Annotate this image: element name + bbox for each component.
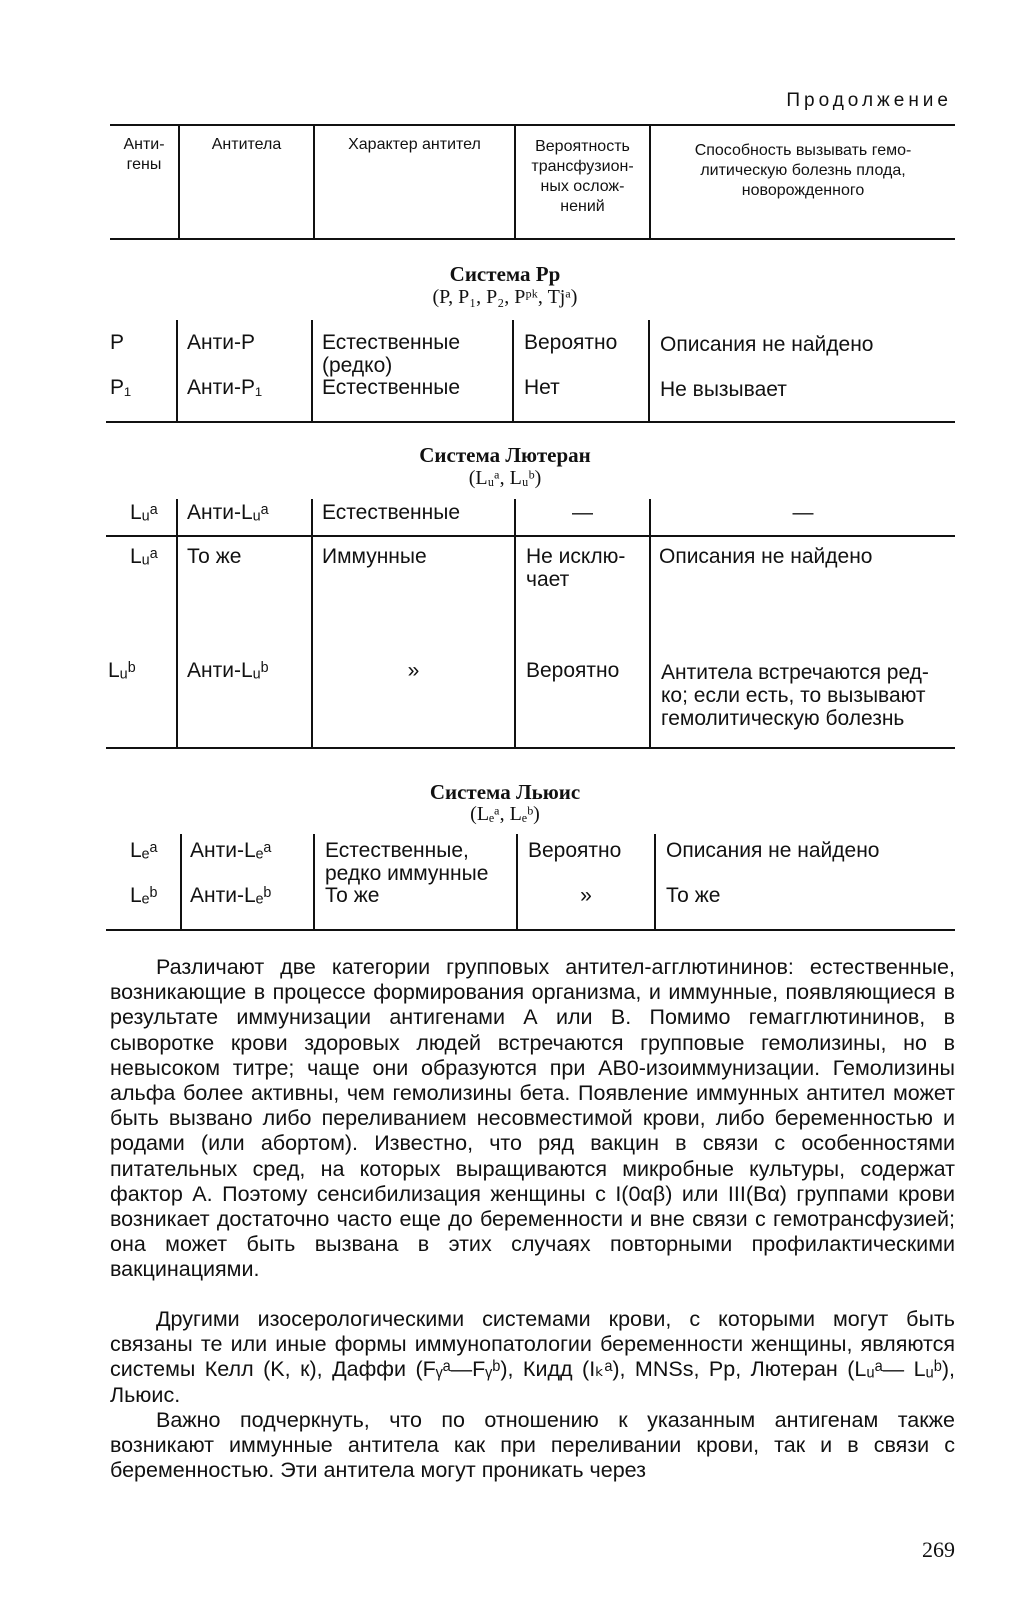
body-paragraph: Различают две категории групповых антител-агглютининов: естественные, возникающие в процессе формирования организма, и иммунные, появляющиеся в результате иммунизации антигенами А или В. Помимо гемагглютининов, в сыворотке крови здоровых людей встречаются групповые гемолизины, но в невысоком титре; чаще они образуются при АВ0-изоиммунизации. Гемолизины альфа более активны, чем гемолизины бета. Появление иммунных антител может быть вызвано либо переливанием несовместимой крови, либо беременностью и родами (или абортом). Известно, что ряд вакцин в связи с особенностями питательных сред, на которых выращиваются микробные культуры, содержат фактор А. Поэтому сенсибилизация женщины с I(0αβ) или III(Bα) группами крови возникает достаточно часто еще до беременности и вне связи с гемотрансфузией; она может быть вызвана в этих случаях повторными профилактическими вакцинациями. (110, 955, 955, 1282)
system-title: Система Льюис (429, 780, 581, 804)
table-cell-nature: Естественные, редко иммунные (325, 839, 489, 885)
table-cell-hdn: Описания не найдено (659, 545, 873, 568)
table-cell-antibody: Анти-P₁ (187, 376, 263, 399)
body-paragraph: Важно подчеркнуть, что по отношению к указанным антигенам также возникают иммунные антитела как при переливании крови, так и в связи с беременностью. Эти антитела могут проникать через (110, 1408, 955, 1483)
column-divider (654, 834, 656, 930)
header-antigens: Анти- гены (123, 136, 165, 173)
table-cell-risk: — (572, 501, 593, 524)
table-cell-nature: То же (325, 884, 380, 907)
table-cell-antigen: P₁ (110, 376, 132, 399)
table-cell-hdn: То же (666, 884, 721, 907)
column-divider (311, 320, 313, 422)
table-cell-antigen: Lₑᵇ (130, 884, 158, 907)
column-divider (648, 320, 650, 422)
section-rule (106, 747, 955, 749)
header-hdn: Способность вызывать гемо- литическую болезнь плода, новорожденного (694, 142, 912, 199)
table-cell-hdn: Антитела встречаются ред- ко; если есть, то вызывают гемолитическую болезнь (661, 661, 929, 730)
table-cell-risk: » (580, 884, 592, 907)
header-bottom-rule (110, 238, 955, 240)
table-cell-nature: Естественные (322, 376, 461, 399)
table-cell-risk: Нет (524, 376, 560, 399)
table-cell-nature: Естественные (редко) (322, 331, 461, 377)
table-cell-antibody: Анти-Lᵤᵃ (187, 501, 269, 524)
section-rule (106, 421, 955, 423)
table-cell-antigen: Lᵤᵇ (108, 659, 136, 682)
table-cell-antibody: Анти-Lᵤᵇ (187, 659, 269, 682)
table-cell-risk: Не исклю- чает (526, 545, 626, 591)
system-subtitle: (Lᵤᵃ, Lᵤᵇ) (468, 467, 542, 489)
body-paragraph: Другими изосерологическими системами крови, с которыми могут быть связаны те или иные формы иммунопатологии беременности женщины, являются системы Келл (K, к), Даффи (Fᵧᵃ—Fᵧᵇ), Кидд (Iₖᵃ), MNSs, Pp, Лютеран (Lᵤᵃ— Lᵤᵇ), Льюис. (110, 1307, 955, 1407)
table-cell-antibody: Анти-Lₑᵇ (190, 884, 272, 907)
header-risk: Вероятность трансфузион- ных ослож- нений (531, 138, 634, 215)
table-cell-hdn: Описания не найдено (666, 839, 880, 862)
table-cell-antibody: То же (187, 545, 242, 568)
system-subtitle: (P, P₁, P₂, Pᵖᵏ, Tjᵃ) (432, 286, 578, 308)
table-cell-antibody: Анти-Lₑᵃ (190, 839, 272, 862)
table-cell-risk: Вероятно (526, 659, 620, 682)
system-title: Система Лютеран (419, 443, 591, 467)
table-cell-risk: Вероятно (528, 839, 622, 862)
table-cell-antigen: P (110, 331, 125, 354)
table-cell-antigen: Lᵤᵃ (130, 545, 158, 568)
column-divider (180, 834, 182, 930)
table-bottom-rule (106, 929, 955, 931)
table-cell-risk: Вероятно (524, 331, 618, 354)
table-cell-hdn: Описания не найдено (660, 333, 874, 356)
table-top-rule (110, 124, 955, 126)
header-nature: Характер антител (348, 136, 481, 153)
system-title: Система Pp (449, 262, 561, 286)
continuation-label: Продолжение (786, 90, 952, 111)
row-rule (106, 535, 955, 537)
column-divider (512, 320, 514, 422)
table-cell-hdn: — (792, 501, 814, 524)
header-antibodies: Антитела (211, 136, 282, 153)
table-cell-antigen: Lᵤᵃ (130, 501, 158, 524)
table-cell-antigen: Lₑᵃ (130, 839, 158, 862)
table-cell-nature: » (407, 659, 420, 682)
column-divider (516, 834, 518, 930)
table-cell-hdn: Не вызывает (660, 378, 787, 401)
table-cell-nature: Иммунные (322, 545, 427, 568)
table-cell-antibody: Анти-P (187, 331, 255, 354)
system-subtitle: (Lₑᵃ, Lₑᵇ) (470, 803, 540, 825)
table-cell-nature: Естественные (322, 501, 461, 524)
page-number: 269 (922, 1537, 955, 1562)
column-divider (176, 320, 178, 422)
column-divider (313, 834, 315, 930)
